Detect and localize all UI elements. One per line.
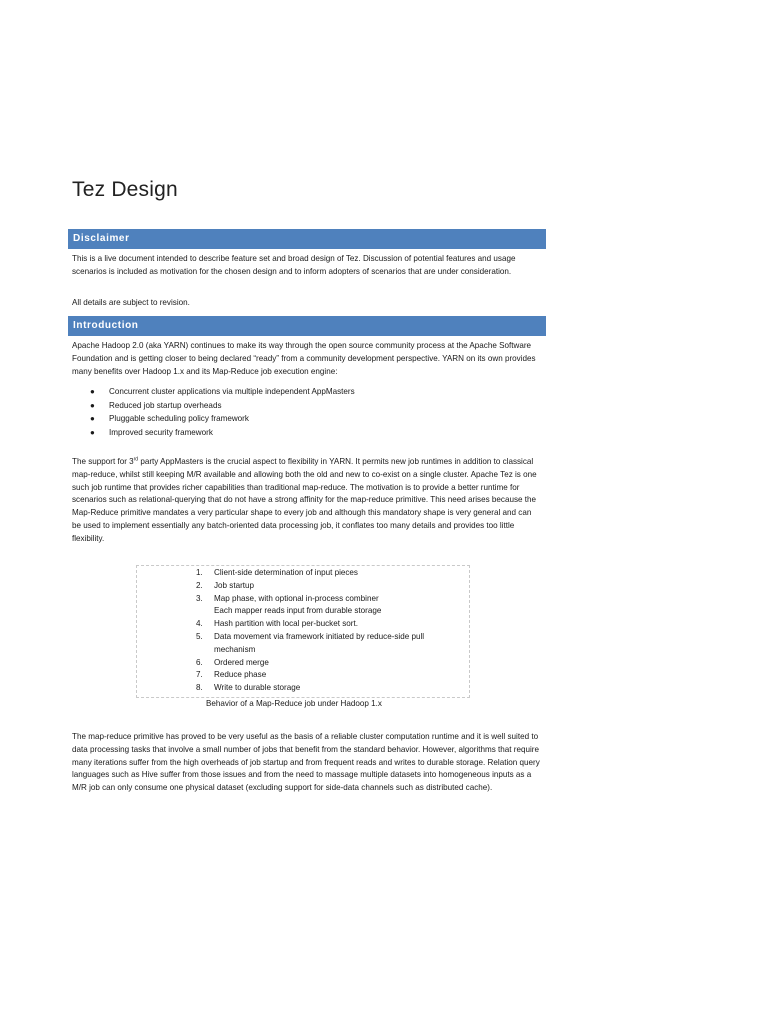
list-item bbox=[88, 426, 355, 440]
list-item bbox=[190, 657, 465, 670]
yarn-support-superscript: rd bbox=[133, 456, 139, 463]
step-text: Reduce phase bbox=[214, 670, 267, 680]
list-item bbox=[88, 399, 355, 413]
list-item bbox=[190, 618, 465, 631]
list-item bbox=[88, 385, 355, 399]
mapreduce-steps-list bbox=[190, 567, 465, 695]
yarn-support-lead: The support for 3 bbox=[72, 457, 134, 466]
disclaimer-paragraph: This is a live document intended to describe feature set and broad design of Tez. Discussion of potential features and usage scenarios is included as motivation for the chosen design and to inform adopters of scenarios that are under consideration. bbox=[72, 254, 516, 276]
step-number: 5. bbox=[196, 631, 203, 641]
benefits-list bbox=[88, 385, 355, 439]
bullet-text: Improved security framework bbox=[109, 427, 213, 437]
step-number: 4. bbox=[196, 619, 203, 629]
bullet-icon: ● bbox=[90, 414, 95, 423]
introduction-paragraph: Apache Hadoop 2.0 (aka YARN) continues to make its way through the open source community process at the Apache Software Foundation and is getting closer to being declared “ready” from a community development perspective. YARN on its own provides many benefits over Hadoop 1.x and its Map-Reduce job execution engine: bbox=[72, 341, 536, 376]
step-number: 8. bbox=[196, 683, 203, 693]
yarn-support-rest: party AppMasters is the crucial aspect to flexibility in YARN. It permits new job runtimes in addition to classical map-reduce, whilst still keeping M/R available and allowing both the old and new to co-exist on a single cluster. Apache Tez is one such job runtime that provides richer capabilities than traditional map-reduce. The motivation is to provide a better runtime for scenarios such as relational-querying that do not have a strong affinity for the map-reduce primitive. This need arises because the Map-Reduce primitive mandates a very particular shape to every job and although this mandatory shape is very general and can be used to implement essentially any batch-oriented data processing job, it conflates too many details and provides too little flexibility. bbox=[72, 457, 537, 543]
step-text: Client-side determination of input pieces bbox=[214, 568, 358, 577]
step-text: Ordered merge bbox=[214, 657, 269, 667]
list-item bbox=[190, 669, 465, 682]
list-item bbox=[88, 412, 355, 426]
list-item bbox=[190, 593, 465, 619]
revision-note: All details are subject to revision. bbox=[72, 298, 190, 307]
bullet-text: Concurrent cluster applications via multiple independent AppMasters bbox=[109, 387, 355, 396]
section-header-introduction: Introduction bbox=[68, 316, 546, 336]
closing-paragraph: The map-reduce primitive has proved to be very useful as the basis of a reliable cluster computation runtime and it is well suited to data processing tasks that involve a small number of jobs that benefit from the standard behavior. However, algorithms that require many iterations suffer from the high overheads of job startup and from frequent reads and writes to durable storage. Relation query languages such as Hive suffer from those issues and from the need to massage multiple datasets into homogeneous inputs as a M/R job can only consume one physical dataset (excluding support for side-data channels such as distributed cache). bbox=[72, 732, 540, 793]
section-header-disclaimer: Disclaimer bbox=[68, 229, 546, 249]
bullet-text: Pluggable scheduling policy framework bbox=[109, 414, 249, 423]
bullet-text: Reduced job startup overheads bbox=[109, 400, 222, 410]
step-text: Write to durable storage bbox=[214, 683, 301, 693]
step-number: 6. bbox=[196, 657, 203, 667]
step-subtext: Each mapper reads input from durable storage bbox=[214, 606, 382, 616]
step-number: 7. bbox=[196, 670, 203, 680]
step-number: 2. bbox=[196, 580, 203, 590]
step-text: Data movement via framework initiated by reduce-side pull mechanism bbox=[214, 631, 425, 654]
list-item bbox=[190, 682, 465, 695]
list-item bbox=[190, 580, 465, 593]
bullet-icon: ● bbox=[90, 387, 95, 396]
list-item bbox=[190, 631, 465, 657]
list-item bbox=[190, 567, 465, 580]
bullet-icon: ● bbox=[90, 400, 95, 410]
step-text: Map phase, with optional in-process combiner bbox=[214, 593, 379, 603]
figure-caption: Behavior of a Map-Reduce job under Hadoop 1.x bbox=[206, 699, 382, 708]
bullet-icon: ● bbox=[90, 427, 95, 437]
document-title: Tez Design bbox=[72, 178, 178, 201]
step-text: Job startup bbox=[214, 580, 255, 590]
step-number: 3. bbox=[196, 593, 203, 603]
step-number: 1. bbox=[196, 568, 203, 577]
yarn-support-paragraph bbox=[72, 456, 542, 546]
step-text: Hash partition with local per-bucket sort. bbox=[214, 619, 358, 629]
